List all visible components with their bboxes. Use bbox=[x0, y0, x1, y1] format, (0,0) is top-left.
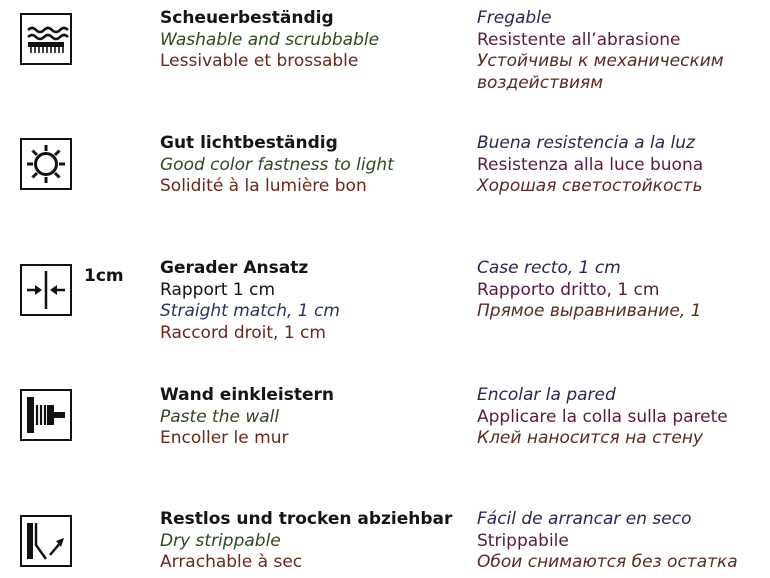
paste-the-wall-icon bbox=[20, 389, 72, 441]
label-it: Strippabile bbox=[477, 530, 569, 551]
text-group-secondary bbox=[477, 8, 767, 94]
label-it: Resistenza alla luce buona bbox=[477, 154, 704, 175]
label-es: Buena resistencia a la luz bbox=[477, 133, 695, 153]
label-es: Case recto, 1 cm bbox=[477, 258, 621, 278]
label-it: Rapporto dritto, 1 cm bbox=[477, 279, 660, 300]
label-fr: Solidité à la lumière bon bbox=[160, 176, 367, 196]
label-de: Wand einkleistern bbox=[160, 385, 335, 405]
label-en: Good color fastness to light bbox=[160, 154, 394, 175]
dry-strippable-icon bbox=[20, 515, 72, 567]
label-en: Straight match, 1 cm bbox=[160, 301, 340, 321]
match-offset-label: 1cm bbox=[84, 266, 124, 286]
label-fr: Arrachable à sec bbox=[160, 552, 303, 572]
washable-scrubbable-icon bbox=[20, 13, 72, 65]
label-es: Fácil de arrancar en seco bbox=[477, 509, 692, 529]
label-it: Resistente all’abrasione bbox=[477, 29, 681, 50]
label-fr: Raccord droit, 1 cm bbox=[160, 322, 326, 343]
label-de: Scheuerbeständig bbox=[160, 8, 334, 28]
text-group-primary bbox=[160, 509, 465, 574]
text-group-secondary bbox=[477, 133, 767, 198]
label-es: Fregable bbox=[477, 8, 552, 28]
text-group-secondary bbox=[477, 385, 767, 450]
label-fr: Lessivable et brossable bbox=[160, 51, 359, 71]
text-group-secondary bbox=[477, 509, 767, 574]
label-ru: Обои снимаются без остатка bbox=[477, 552, 738, 572]
text-group-primary bbox=[160, 385, 465, 450]
label-de-detail: Rapport 1 cm bbox=[160, 279, 276, 300]
text-group-secondary bbox=[477, 258, 767, 323]
label-fr: Encoller le mur bbox=[160, 428, 289, 448]
label-ru: Клей наносится на стену bbox=[477, 428, 703, 448]
label-ru: Хорошая светостойкость bbox=[477, 176, 703, 196]
straight-match-arrows-icon bbox=[20, 264, 72, 316]
label-ru-continued: воздействиям bbox=[477, 72, 604, 93]
label-de: Gerader Ansatz bbox=[160, 258, 309, 278]
label-it: Applicare la colla sulla parete bbox=[477, 406, 728, 427]
text-group-primary bbox=[160, 258, 465, 344]
label-ru: Прямое выравнивание, 1 bbox=[477, 301, 702, 321]
text-group-primary bbox=[160, 8, 465, 73]
label-en: Washable and scrubbable bbox=[160, 29, 380, 50]
label-en: Paste the wall bbox=[160, 406, 280, 427]
label-de: Gut lichtbeständig bbox=[160, 133, 338, 153]
label-ru: Устойчивы к механическим bbox=[477, 51, 724, 71]
text-group-primary bbox=[160, 133, 465, 198]
label-en: Dry strippable bbox=[160, 530, 281, 551]
label-es: Encolar la pared bbox=[477, 385, 616, 405]
label-de: Restlos und trocken abziehbar bbox=[160, 509, 453, 529]
light-fastness-sun-icon bbox=[20, 138, 72, 190]
